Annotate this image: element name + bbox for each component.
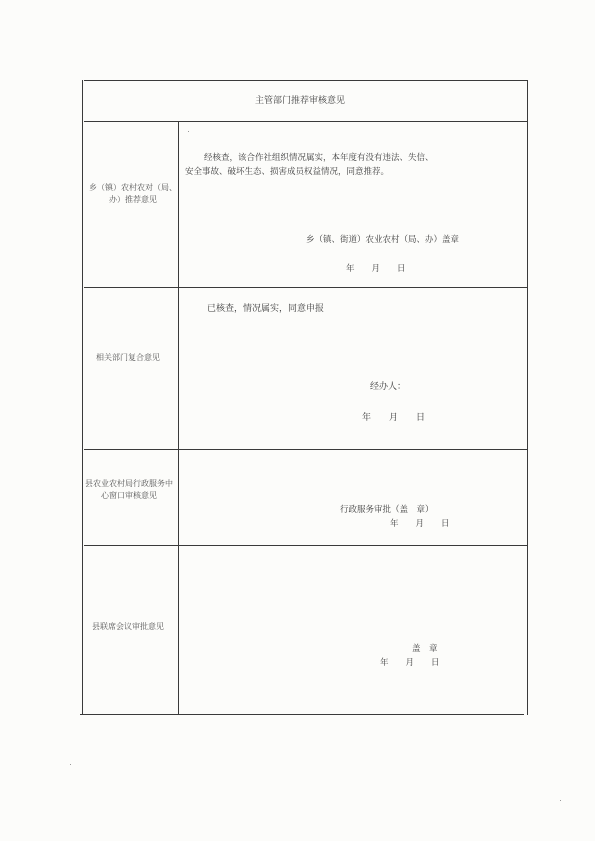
row1-body-line2: 安全事故、破坏生态、损害成员权益情况，同意推荐。 [185, 167, 390, 177]
row1-divider [84, 287, 528, 288]
scan-speck [560, 800, 561, 801]
scan-speck [70, 764, 71, 765]
row4-date: 年 月 日 [380, 658, 440, 668]
table-left-border [82, 80, 83, 715]
table-bottom-border [80, 714, 524, 715]
row2-body: 已核查，情况属实，同意申报 [207, 304, 325, 314]
row2-divider [84, 449, 528, 450]
row2-date: 年 月 日 [362, 413, 426, 423]
row4-label: 县联席会议审批意见 [92, 622, 164, 631]
row1-date: 年 月 日 [346, 264, 406, 274]
row1-sign: 乡（镇、街道）农业农村（局、办）盖章 [306, 235, 460, 245]
table-right-border [527, 80, 528, 715]
form-header: 主管部门推荐审核意见 [255, 96, 346, 106]
row2-sign: 经办人： [370, 382, 407, 392]
row3-sign: 行政服务审批（盖 章） [340, 505, 434, 515]
label-column-divider [178, 121, 179, 715]
header-divider [84, 121, 528, 122]
table-top-border [84, 80, 528, 81]
row4-sign: 盖 章 [412, 644, 438, 654]
row3-divider [84, 545, 528, 546]
scan-speck [188, 131, 189, 132]
row2-label: 相关部门复合意见 [96, 353, 160, 362]
row3-label: 县农业农村局行政服务中心窗口审核意见 [85, 479, 173, 500]
row3-date: 年 月 日 [390, 519, 450, 529]
row1-body-line1: 经核查，该合作社组织情况属实，本年度有没有违法、失信、 [204, 153, 434, 163]
row1-label: 乡（镇）农村农对（局、办）推荐意见 [89, 183, 177, 204]
